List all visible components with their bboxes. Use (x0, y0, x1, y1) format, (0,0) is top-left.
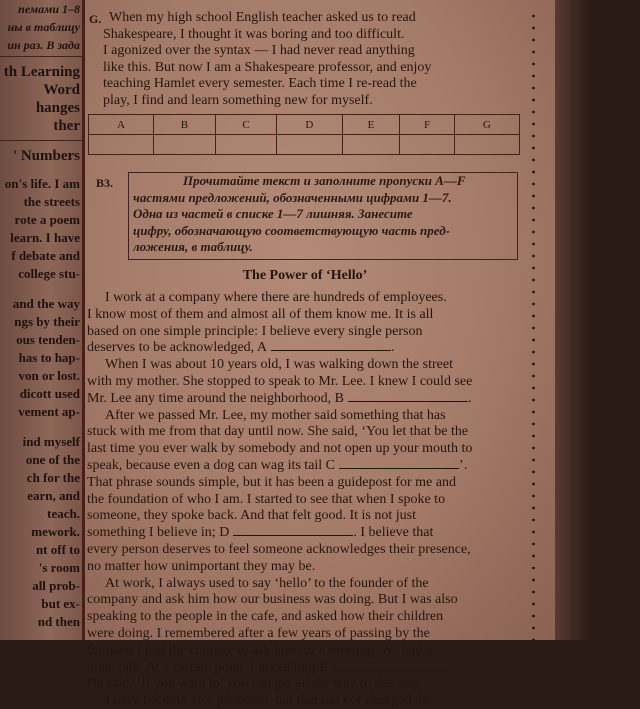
left-page-line: f debate and (11, 248, 80, 263)
gap-b-blank[interactable] (348, 391, 468, 402)
left-page-line: on's life. I am (4, 176, 80, 191)
instruction-line: Одна из частей в списке 1—7 лишняя. Занесите (133, 206, 413, 221)
instruction-line: ложения, в таблицу. (133, 239, 253, 254)
line-text: no matter how unimportant they may be. (87, 558, 316, 574)
background-shadow (555, 0, 640, 640)
article-line (105, 290, 447, 306)
left-page-line: nd then (37, 614, 80, 629)
line-end: . (391, 340, 395, 356)
gap-c-blank[interactable] (339, 458, 459, 469)
book-spine (82, 0, 85, 640)
article-line (87, 340, 395, 356)
paragraph-line: like this. But now I am a Shakespeare professor, and enjoy (103, 59, 432, 75)
line-text: At work, I always used to say ‘hello’ to the founder of the (105, 575, 429, 591)
answer-cell-c[interactable] (215, 135, 277, 155)
instruction-line: цифру, обозначающую соответствующую часть пред- (133, 222, 450, 238)
line-end: . (451, 659, 456, 675)
line-text: When I was about 10 years old, I was walking down the street (105, 357, 453, 373)
table-header-f: F (400, 115, 454, 135)
line-text: founder, I had the courage to ask him for a meeting. We had a (87, 642, 433, 658)
paragraph-line: I agonized over the syntax — I had never read anything (103, 43, 415, 58)
paragraph-line: play, I find and learn something new for myself. (103, 92, 373, 108)
left-page-line: th Learning (3, 64, 80, 80)
line-text: Mr. Lee any time around the neighborhood, B (87, 390, 344, 406)
task-instructions (128, 172, 518, 260)
left-page-line: ind myself (22, 434, 80, 449)
left-page-line: dicott used (19, 386, 80, 401)
article-line (87, 324, 423, 340)
left-page-line: and the way (12, 296, 80, 311)
answer-cell-a[interactable] (89, 135, 154, 155)
task-label: B3. (96, 176, 114, 190)
line-text: great talk. At a certain point, I asked him E (87, 659, 328, 675)
left-page-line: rote a poem (14, 212, 80, 227)
article-line (87, 676, 428, 692)
left-page-line: ch for the (26, 470, 80, 485)
table-header-b: B (154, 115, 216, 135)
line-text: speak, because even a dog can wag its tail C (87, 458, 336, 473)
left-page-line: nt off to (35, 542, 80, 557)
left-page-line: vement ap- (18, 404, 80, 419)
line-text: I know most of them and almost all of them know me. It is all (87, 306, 434, 322)
left-page-line: von or lost. (18, 368, 80, 383)
table-header-g: G (454, 115, 519, 135)
article-line (105, 357, 453, 373)
left-page-line: earn, and (27, 488, 80, 503)
line-text: every person deserves to feel someone acknowledges their presence, (87, 542, 471, 557)
answer-cell-f[interactable] (400, 135, 454, 155)
article-line (87, 609, 443, 625)
line-text: deserves to be acknowledged, A (87, 340, 267, 356)
article-line (87, 458, 467, 474)
article-line (105, 576, 429, 592)
left-page-line: ther (53, 118, 80, 134)
article-line (87, 307, 433, 323)
article-line (87, 643, 432, 659)
left-page-line: пемами 1–8 (18, 2, 80, 16)
line-text: were doing. I remembered after a few years of passing by the (87, 626, 430, 641)
article-line (87, 492, 445, 508)
divider-rule (0, 140, 84, 141)
line-text: I work at a company where there are hundreds of employees. (105, 290, 447, 305)
article-line (87, 508, 416, 524)
article-line (105, 693, 432, 709)
line-text: He said, ‘If you want to, you can get all the way to this seat.’ (87, 676, 428, 692)
left-page-line: the streets (23, 194, 80, 209)
line-end: . (468, 390, 472, 406)
paragraph-line: teaching Hamlet every semester. Each time I re-read the (103, 76, 417, 91)
left-page-line: 's room (38, 560, 80, 575)
article-line (87, 374, 472, 390)
left-page-line: but ex- (41, 596, 80, 611)
line-text: last time you ever walk by somebody and not open up your mouth to (87, 441, 473, 457)
article-line (105, 408, 446, 424)
line-text: That phrase sounds simple, but it has been a guidepost for me and (87, 474, 456, 490)
left-page-line: mework. (31, 524, 80, 539)
line-text: something I believe in; D (87, 525, 230, 541)
left-page (0, 0, 84, 640)
divider-rule (0, 56, 84, 57)
article-line (87, 660, 455, 676)
line-text: I have become vice president, but that has not changed the (105, 693, 432, 709)
article-line (87, 542, 471, 558)
article-line (87, 475, 456, 491)
left-page-line: ны в таблицу (7, 20, 80, 34)
line-text: the foundation of who I am. I started to see that when I spoke to (87, 491, 446, 507)
paragraph-number: G. (89, 12, 102, 26)
right-page (85, 0, 555, 709)
left-page-line: all prob- (32, 578, 80, 593)
left-page-line: ин раз. В зада (7, 38, 80, 52)
instruction-line: Прочитайте текст и заполните пропуски A—F (183, 173, 466, 188)
left-page-line: one of the (25, 452, 80, 467)
line-text: stuck with me from that day until now. She said, ‘You let that be the (87, 424, 469, 440)
line-text: company and ask him how our business was doing. But I was also (87, 592, 458, 608)
answer-cell-b[interactable] (154, 135, 216, 155)
article-line (87, 592, 458, 608)
line-text: based on one simple principle: I believe every single person (87, 323, 423, 339)
table-header-e: E (342, 115, 400, 135)
answer-table (88, 114, 520, 155)
answer-cell-g[interactable] (454, 135, 519, 155)
line-end: . I believe that (353, 525, 434, 541)
gap-d-blank[interactable] (233, 525, 353, 536)
left-page-line: has to hap- (18, 350, 80, 365)
left-page-line: college stu- (18, 266, 80, 281)
left-page-line: teach. (47, 506, 80, 521)
instruction-line: частями предложений, обозначенными цифрами 1—7. (133, 189, 452, 205)
answer-cell-e[interactable] (342, 135, 400, 155)
left-page-line: ' Numbers (12, 148, 80, 164)
answer-cell-d[interactable] (277, 135, 342, 155)
line-text: with my mother. She stopped to speak to Mr. Lee. I knew I could see (87, 374, 473, 389)
article-line (87, 559, 315, 575)
line-text: someone, they spoke back. And that felt good. It is not just (87, 508, 416, 524)
paragraph-line: Shakespeare, I thought it was boring and too difficult. (103, 26, 405, 42)
left-page-line: ngs by their (14, 314, 80, 329)
paragraph-g (89, 10, 529, 110)
article-line (87, 391, 472, 407)
article-line (87, 441, 472, 457)
table-header-c: C (215, 115, 277, 135)
article-line (87, 525, 433, 541)
left-page-line: ous tenden- (16, 332, 80, 347)
table-header-a: A (89, 115, 154, 135)
line-text: speaking to the people in the cafe, and asked how their children (87, 609, 444, 625)
article-body (87, 290, 527, 709)
line-text: After we passed Mr. Lee, my mother said something that has (105, 407, 446, 423)
gap-e-blank[interactable] (332, 660, 452, 671)
gap-a-blank[interactable] (271, 340, 391, 351)
dotted-cut-line (532, 10, 535, 640)
paragraph-line: When my high school English teacher asked us to read (109, 10, 416, 25)
line-end: ’. (459, 458, 468, 473)
left-page-line: Word (43, 82, 80, 98)
left-page-line: learn. I have (10, 230, 80, 245)
table-header-d: D (277, 115, 342, 135)
article-title: The Power of ‘Hello’ (242, 268, 368, 283)
article-line (87, 424, 468, 440)
left-page-line: hanges (35, 100, 80, 116)
